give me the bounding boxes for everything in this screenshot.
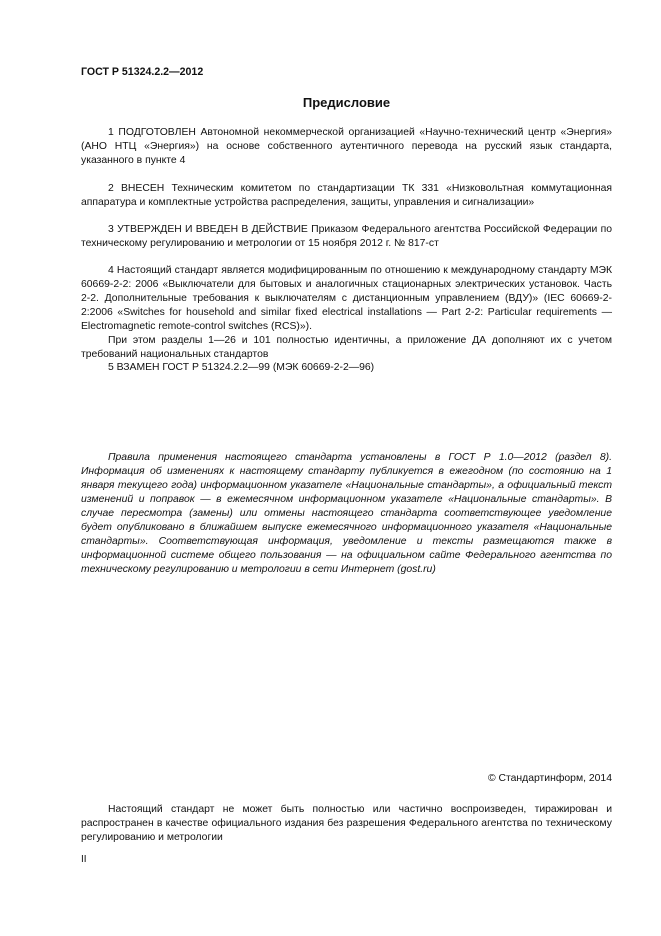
standard-code-header: ГОСТ Р 51324.2.2—2012 xyxy=(81,66,204,78)
rules-notice-text: Правила применения настоящего стандарта установлены в ГОСТ Р 1.0—2012 (раздел 8). Информация об изменениях к настоящему стандарту публикуется в ежегодном (по состоянию на 1 января текущего года) информационном указателе «Национальные стандарты», а официальный текст изменений и поправок — в ежемесячном информационном указателе «Национальные стандарты». В случае пересмотра (замены) или отмены настоящего стандарта соответствующее уведомление будет опубликовано в ближайшем выпуске ежемесячного информационного указателя «Национальные стандарты». Соответствующая информация, уведомление и тексты размещаются также в информационной системе общего пользования — на официальном сайте Федерального агентства по техническому регулированию и метрологии в сети Интернет (gost.ru) xyxy=(81,452,612,575)
copyright-line: © Стандартинформ, 2014 xyxy=(487,773,612,784)
foreword-item-3-text: 3 УТВЕРЖДЕН И ВВЕДЕН В ДЕЙСТВИЕ Приказом Федерального агентства Российской Федерации по техническому регулированию и метрологии от 15 ноября 2012 г. № 817-ст xyxy=(81,224,612,249)
foreword-item-4-note: При этом разделы 1—26 и 101 полностью идентичны, а приложение ДА дополняют их с учетом требований национальных стандартов xyxy=(81,335,612,360)
page-title: Предисловие xyxy=(302,95,391,110)
page-number: II xyxy=(81,854,87,865)
rules-notice xyxy=(81,451,612,577)
foreword-item-5 xyxy=(81,361,612,375)
foreword-item-2 xyxy=(81,182,612,210)
reproduction-notice-text: Настоящий стандарт не может быть полностью или частично воспроизведен, тиражирован и распространен в качестве официального издания без разрешения Федерального агентства по техническому регулированию и метрологии xyxy=(81,804,612,843)
foreword-item-1 xyxy=(81,126,612,168)
foreword-item-1-text: 1 ПОДГОТОВЛЕН Автономной некоммерческой организацией «Научно-технический центр «Энергия» (АНО НТЦ «Энергия») на основе собственного аутентичного перевода на русский язык стандарта, указанного в пункте 4 xyxy=(81,127,612,166)
reproduction-notice xyxy=(81,803,612,845)
foreword-item-3 xyxy=(81,223,612,251)
foreword-item-4-text: 4 Настоящий стандарт является модифицированным по отношению к международному стандарту МЭК 60669-2-2: 2006 «Выключатели для бытовых и аналогичных стационарных электрических установок. Часть 2-2. Дополнительные требования к выключателям с дистанционным управлением (ВДУ)» (IEC 60669-2-2:2006 «Switches for household and similar fixed electrical installations — Part 2-2: Particular requirements — Electromagnetic remote-control switches (RCS)»). xyxy=(81,265,612,332)
foreword-item-4 xyxy=(81,264,612,362)
foreword-item-2-text: 2 ВНЕСЕН Техническим комитетом по стандартизации ТК 331 «Низковольтная коммутационная аппаратура и комплектные устройства распределения, защиты, управления и сигнализации» xyxy=(81,183,612,208)
foreword-item-5-text: 5 ВЗАМЕН ГОСТ Р 51324.2.2—99 (МЭК 60669-2-2—96) xyxy=(108,362,375,373)
